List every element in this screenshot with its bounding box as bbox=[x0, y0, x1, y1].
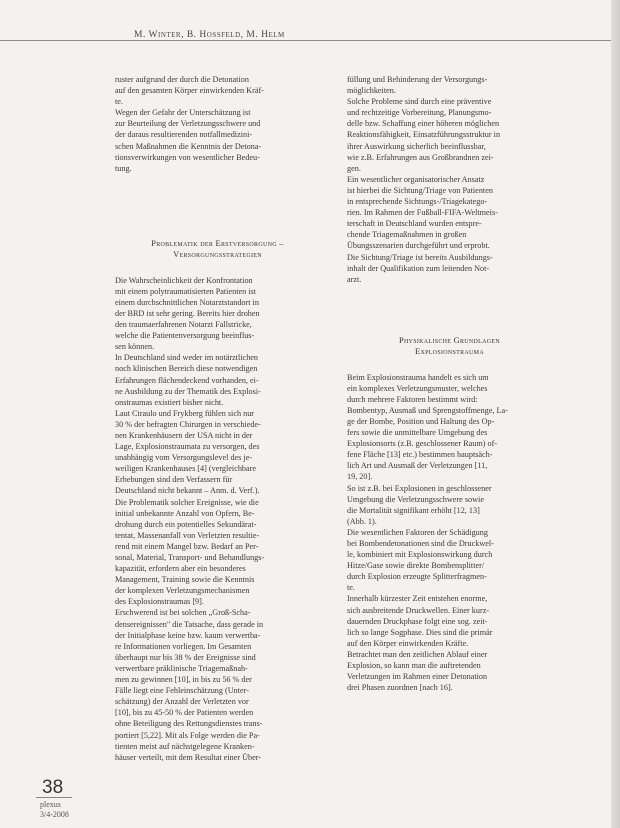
text-line: auf den Körper einwirkenden Kräfte. bbox=[347, 638, 469, 648]
text-line: (Abb. 1). bbox=[347, 516, 377, 526]
text-line: Lage, Explosionstraumata zu versorgen, des bbox=[115, 442, 260, 452]
text-line: Management, Training sowie die Kenntnis bbox=[115, 575, 255, 585]
text-line: Laut Ciraulo und Frykberg fühlen sich nur bbox=[115, 408, 255, 418]
text-line: Die Wahrscheinlichkeit der Konfrontation bbox=[115, 275, 253, 285]
text-line: sich ausbreitende Druckwellen. Einer kurz- bbox=[347, 605, 490, 615]
text-line: durch mehrere Faktoren bestimmt wird: bbox=[347, 394, 478, 404]
text-line: lich so lange Sogphase. Dies sind die primär bbox=[347, 627, 493, 637]
text-line: lich Art und Ausmaß der Verletzungen [11, bbox=[347, 461, 488, 471]
text-line: unabhängig vom Versorgungslevel des je- bbox=[115, 453, 253, 463]
section-heading-erstversorgung bbox=[115, 238, 320, 261]
text-line: Fälle liegt eine Fehleinschätzung (Unter- bbox=[115, 686, 249, 696]
text-line: wie z.B. Erfahrungen aus Großbrandnen zei- bbox=[347, 152, 494, 162]
text-line: le, kombiniert mit Explosionswirkung durch bbox=[347, 550, 493, 560]
header-rule bbox=[0, 40, 620, 41]
text-line: Verletzungen im Rahmen einer Detonation bbox=[347, 672, 488, 682]
text-line: 19, 20]. bbox=[347, 472, 373, 482]
text-line: arzt. bbox=[347, 274, 362, 284]
text-line: dauernden Druckphase folgt eine sog. zeit- bbox=[347, 616, 488, 626]
text-line: der Initialphase keine bzw. kaum verwertba- bbox=[115, 630, 261, 640]
text-line: Solche Probleme sind durch eine präventive bbox=[347, 97, 492, 107]
journal-name: plexus bbox=[40, 800, 61, 809]
left-intro-paragraphs bbox=[115, 74, 320, 174]
text-line: rend mit einem Mangel bzw. Bedarf an Per- bbox=[115, 541, 259, 551]
text-line: ist hierbei die Sichtung/Triage von Patienten bbox=[347, 185, 493, 195]
text-line: ohne Beteiligung des Rettungsdienstes trans- bbox=[115, 719, 263, 729]
text-line: Bombentyp, Ausmaß und Sprengstoffmenge, La- bbox=[347, 405, 508, 415]
text-line: die Mortalität signifikant erhöht [12, 13] bbox=[347, 505, 480, 515]
text-line: nen Krankenhäusern der USA nicht in der bbox=[115, 430, 253, 440]
left-column bbox=[115, 74, 320, 763]
text-line: drei Phasen zuordnen [nach 16]. bbox=[347, 683, 453, 693]
text-line: Deutschland nicht bekannt – Anm. d. Verf.). bbox=[115, 486, 260, 496]
text-line: fers sowie die unmittelbare Umgebung des bbox=[347, 428, 488, 438]
text-line: So ist z.B. bei Explosionen in geschlossener bbox=[347, 483, 492, 493]
text-line: gen. bbox=[347, 163, 361, 173]
text-line: kapazität, erfordern aber ein besonderes bbox=[115, 564, 246, 574]
text-line: Die Problematik solcher Ereignisse, wie die bbox=[115, 497, 259, 507]
text-line: tung. bbox=[115, 163, 132, 173]
text-line: re Informationen vorliegen. Im Gesamten bbox=[115, 641, 252, 651]
text-line: chende Triagemaßnahmen in großen bbox=[347, 230, 467, 240]
heading-line: Physikalische Grundlagen bbox=[399, 335, 500, 345]
text-line: terschaft in Deutschland wurden entspre- bbox=[347, 219, 482, 229]
text-line: in entsprechende Sichtungs-/Triagekatego- bbox=[347, 197, 488, 207]
text-line: ruster aufgrund der durch die Detonation bbox=[115, 75, 249, 84]
text-line: ge der Bombe, Position und Haltung des Op- bbox=[347, 416, 495, 426]
heading-line: Explosionstrauma bbox=[415, 347, 484, 357]
text-line: einem durchschnittlichen Notarztstandort in bbox=[115, 297, 259, 307]
left-body-paragraphs bbox=[115, 275, 320, 763]
text-line: ne Ausbildung zu der Thematik des Explosi- bbox=[115, 386, 261, 396]
page-number: 38 bbox=[42, 777, 64, 798]
text-line: tionsverwirkungen von wesentlicher Bedeu- bbox=[115, 152, 260, 162]
text-line: noch klinischen Bereich diese notwendigen bbox=[115, 364, 258, 374]
text-line: mit einem polytraumatisierten Patienten ist bbox=[115, 286, 256, 296]
running-header-authors: M. Winter, B. Hossfeld, M. Helm bbox=[130, 30, 289, 40]
text-line: den traumaerfahrenen Notarzt Fallstricke, bbox=[115, 320, 252, 330]
text-line: fene Fläche [13] etc.) bestimmen hauptsäch- bbox=[347, 450, 493, 460]
text-line: In Deutschland sind weder im notärztlichen bbox=[115, 353, 259, 363]
text-line: Die wesentlichen Faktoren der Schädigung bbox=[347, 527, 488, 537]
heading-line: Versorgungsstrategien bbox=[173, 250, 262, 260]
text-line: Die Sichtung/Triage ist bereits Ausbildungs- bbox=[347, 252, 493, 262]
text-line: schen Maßnahmen die Kenntnis der Detona- bbox=[115, 141, 262, 151]
text-line: sonal, Material, Transport- und Behandlungs- bbox=[115, 553, 265, 562]
text-line: häuser verteilt, mit dem Resultat einer Über- bbox=[115, 752, 262, 762]
page-number-rule bbox=[36, 797, 72, 798]
text-line: portiert [5,22]. Mit als Folge werden die Pa- bbox=[115, 730, 260, 740]
text-line: inhalt der Qualifikation zum leitenden Not- bbox=[347, 263, 490, 273]
text-line: bei Bombendetonationen sind die Druckwel- bbox=[347, 539, 494, 548]
text-line: der komplexen Verletzungsmechanismen bbox=[115, 586, 250, 596]
text-line: [10], bis zu 45-50 % der Patienten werden bbox=[115, 708, 254, 718]
text-line: Hitze/Gase sowie direkte Bombensplitter/ bbox=[347, 561, 485, 571]
section-heading-physikalische-grundlagen bbox=[347, 335, 552, 358]
text-line: füllung und Behinderung der Versorgungs- bbox=[347, 75, 488, 84]
scan-edge bbox=[611, 0, 620, 828]
text-line: der daraus resultierenden notfallmedizini- bbox=[115, 130, 253, 140]
text-line: tienten meist auf nächstgelegene Kranken- bbox=[115, 741, 255, 751]
text-line: sen können. bbox=[115, 342, 155, 352]
text-line: Beim Explosionstrauma handelt es sich um bbox=[347, 372, 489, 382]
text-line: drohung durch ein potentielles Sekundärat- bbox=[115, 519, 257, 529]
text-line: durch Explosion erzeugte Splitterfragmen- bbox=[347, 572, 487, 582]
text-line: te. bbox=[347, 583, 355, 593]
text-line: ihrer Auswirkung sicherlich beeinflussbar, bbox=[347, 141, 486, 151]
text-line: welche die Patientenversorgung beeinflus- bbox=[115, 331, 255, 341]
text-line: verwertbare präklinische Triagemaßnah- bbox=[115, 663, 248, 673]
text-line: auf den gesamten Körper einwirkenden Kräf- bbox=[115, 86, 264, 96]
right-body-paragraphs-2 bbox=[347, 372, 552, 694]
text-line: 30 % der befragten Chirurgen in verschiede- bbox=[115, 419, 261, 429]
text-line: densereignissen" die Tatsache, dass gerade in bbox=[115, 619, 264, 629]
text-line: Betrachtet man den zeitlichen Ablauf einer bbox=[347, 649, 488, 659]
text-line: Explosion, so kann man die auftretenden bbox=[347, 661, 481, 671]
heading-line: Problematik der Erstversorgung – bbox=[151, 238, 284, 248]
right-column bbox=[347, 74, 552, 693]
text-line: delle bzw. Schaffung einer höheren möglichen bbox=[347, 119, 500, 129]
text-line: men zu gewinnen [10], in bis zu 56 % der bbox=[115, 675, 252, 685]
text-line: weiligen Krankenhauses [4] (vergleichbare bbox=[115, 464, 257, 474]
text-line: Innerhalb kürzester Zeit entstehen enorme, bbox=[347, 594, 488, 604]
text-line: überhaupt nur bis 38 % der Ereignisse sind bbox=[115, 652, 256, 662]
text-line: des Explosionstraumas [9]. bbox=[115, 597, 204, 607]
text-line: Erschwerend ist bei solchen „Groß-Scha- bbox=[115, 608, 251, 618]
right-body-paragraphs-1 bbox=[347, 74, 552, 285]
text-line: Erhebungen sind den Verfassern für bbox=[115, 475, 233, 485]
text-line: ein komplexes Verletzungsmuster, welches bbox=[347, 383, 488, 393]
text-line: te. bbox=[115, 97, 123, 107]
journal-info bbox=[40, 800, 69, 820]
journal-issue: 3/4-2008 bbox=[40, 810, 69, 819]
text-line: Erfahrungen flächendeckend vorhanden, ei- bbox=[115, 375, 259, 385]
text-line: onstraumas existiert bisher nicht. bbox=[115, 397, 224, 407]
text-line: Ein wesentlicher organisatorischer Ansatz bbox=[347, 174, 485, 184]
text-line: zur Beurteilung der Verletzungsschwere und bbox=[115, 119, 261, 129]
text-line: Explosionsorts (z.B. geschlossener Raum) of- bbox=[347, 439, 498, 449]
text-line: möglichkeiten. bbox=[347, 86, 396, 96]
text-line: und rechtzeitige Vorbereitung, Planungsmo- bbox=[347, 108, 492, 118]
text-line: Übungsszenarien durchgeführt und erprobt. bbox=[347, 241, 490, 251]
text-line: Reaktionsfähigkeit, Einsatzführungsstruktur in bbox=[347, 130, 501, 140]
text-line: der BRD ist sehr gering. Bereits hier drohen bbox=[115, 308, 260, 318]
text-line: schätzung) der Anzahl der Verletzten vor bbox=[115, 697, 249, 707]
text-line: Wegen der Gefahr der Unterschätzung ist bbox=[115, 108, 251, 118]
text-line: rien. Im Rahmen der Fußball-FIFA-Weltmeis- bbox=[347, 208, 498, 218]
text-line: Umgebung die Verletzungsschwere sowie bbox=[347, 494, 484, 504]
text-line: tentat, Massenanfall von Verletzten resultie- bbox=[115, 530, 260, 540]
text-line: initial unbekannte Anzahl von Opfern, Be- bbox=[115, 508, 255, 518]
